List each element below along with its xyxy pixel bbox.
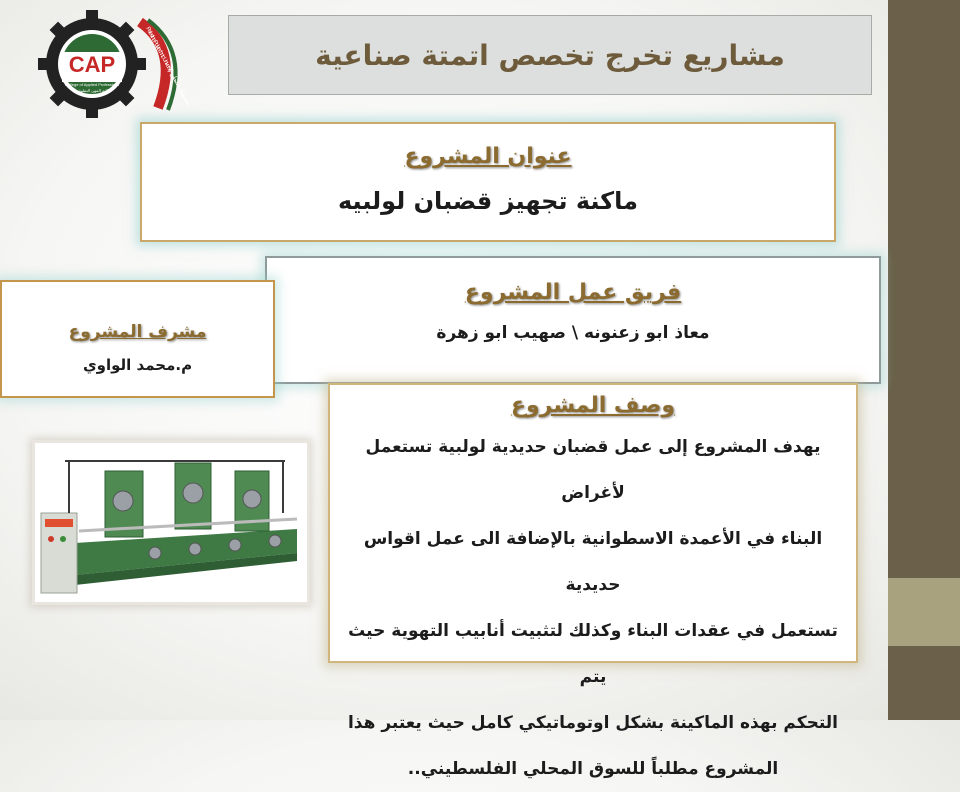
description-line: التحكم بهذه الماكينة بشكل اوتوماتيكي كامل حيث يعتبر هذا xyxy=(347,713,838,733)
project-description-box xyxy=(328,383,858,779)
supervisor-heading: مشرف المشروع xyxy=(68,322,207,342)
project-team-box xyxy=(265,256,881,384)
logo-ring-text: Palestine Polytechnic University · جامعة بوليتكنك فلسطين xyxy=(144,26,192,109)
logo-letters: CAP xyxy=(68,52,116,77)
project-title-heading: عنوان المشروع xyxy=(404,144,572,169)
supervisor-box xyxy=(0,280,275,398)
slide-title-bar xyxy=(228,15,872,95)
college-logo xyxy=(30,10,200,118)
project-title-value: ماكنة تجهيز قضبان لولبيه xyxy=(338,187,638,215)
project-title-box xyxy=(140,122,836,242)
threaded-rod-machine-photo xyxy=(32,440,310,605)
right-band-accent xyxy=(888,578,960,646)
supervisor-name: م.محمد الواوي xyxy=(82,356,193,374)
team-heading: فريق عمل المشروع xyxy=(464,280,682,305)
logo-caption-ar: كلية المهن التطبيقية xyxy=(75,88,109,93)
slide-title: مشاريع تخرج تخصص اتمتة صناعية xyxy=(315,38,785,72)
description-line: البناء في الأعمدة الاسطوانية بالإضافة الى عمل اقواس حديدية xyxy=(363,529,823,595)
description-line: يهدف المشروع إلى عمل قضبان حديدية لولبية تستعمل لأغراض xyxy=(365,437,821,503)
team-members: معاذ ابو زعنونه \ صهيب ابو زهرة xyxy=(436,323,710,343)
description-line: المشروع مطلباً للسوق المحلي الفلسطيني.. xyxy=(407,759,779,779)
logo-caption-en: College of Applied Professions xyxy=(64,82,120,87)
right-decorative-band xyxy=(888,0,960,720)
description-line: تستعمل في عقدات البناء وكذلك لتثبيت أنابيب التهوية حيث يتم xyxy=(348,621,838,687)
description-heading: وصف المشروع xyxy=(510,393,676,418)
